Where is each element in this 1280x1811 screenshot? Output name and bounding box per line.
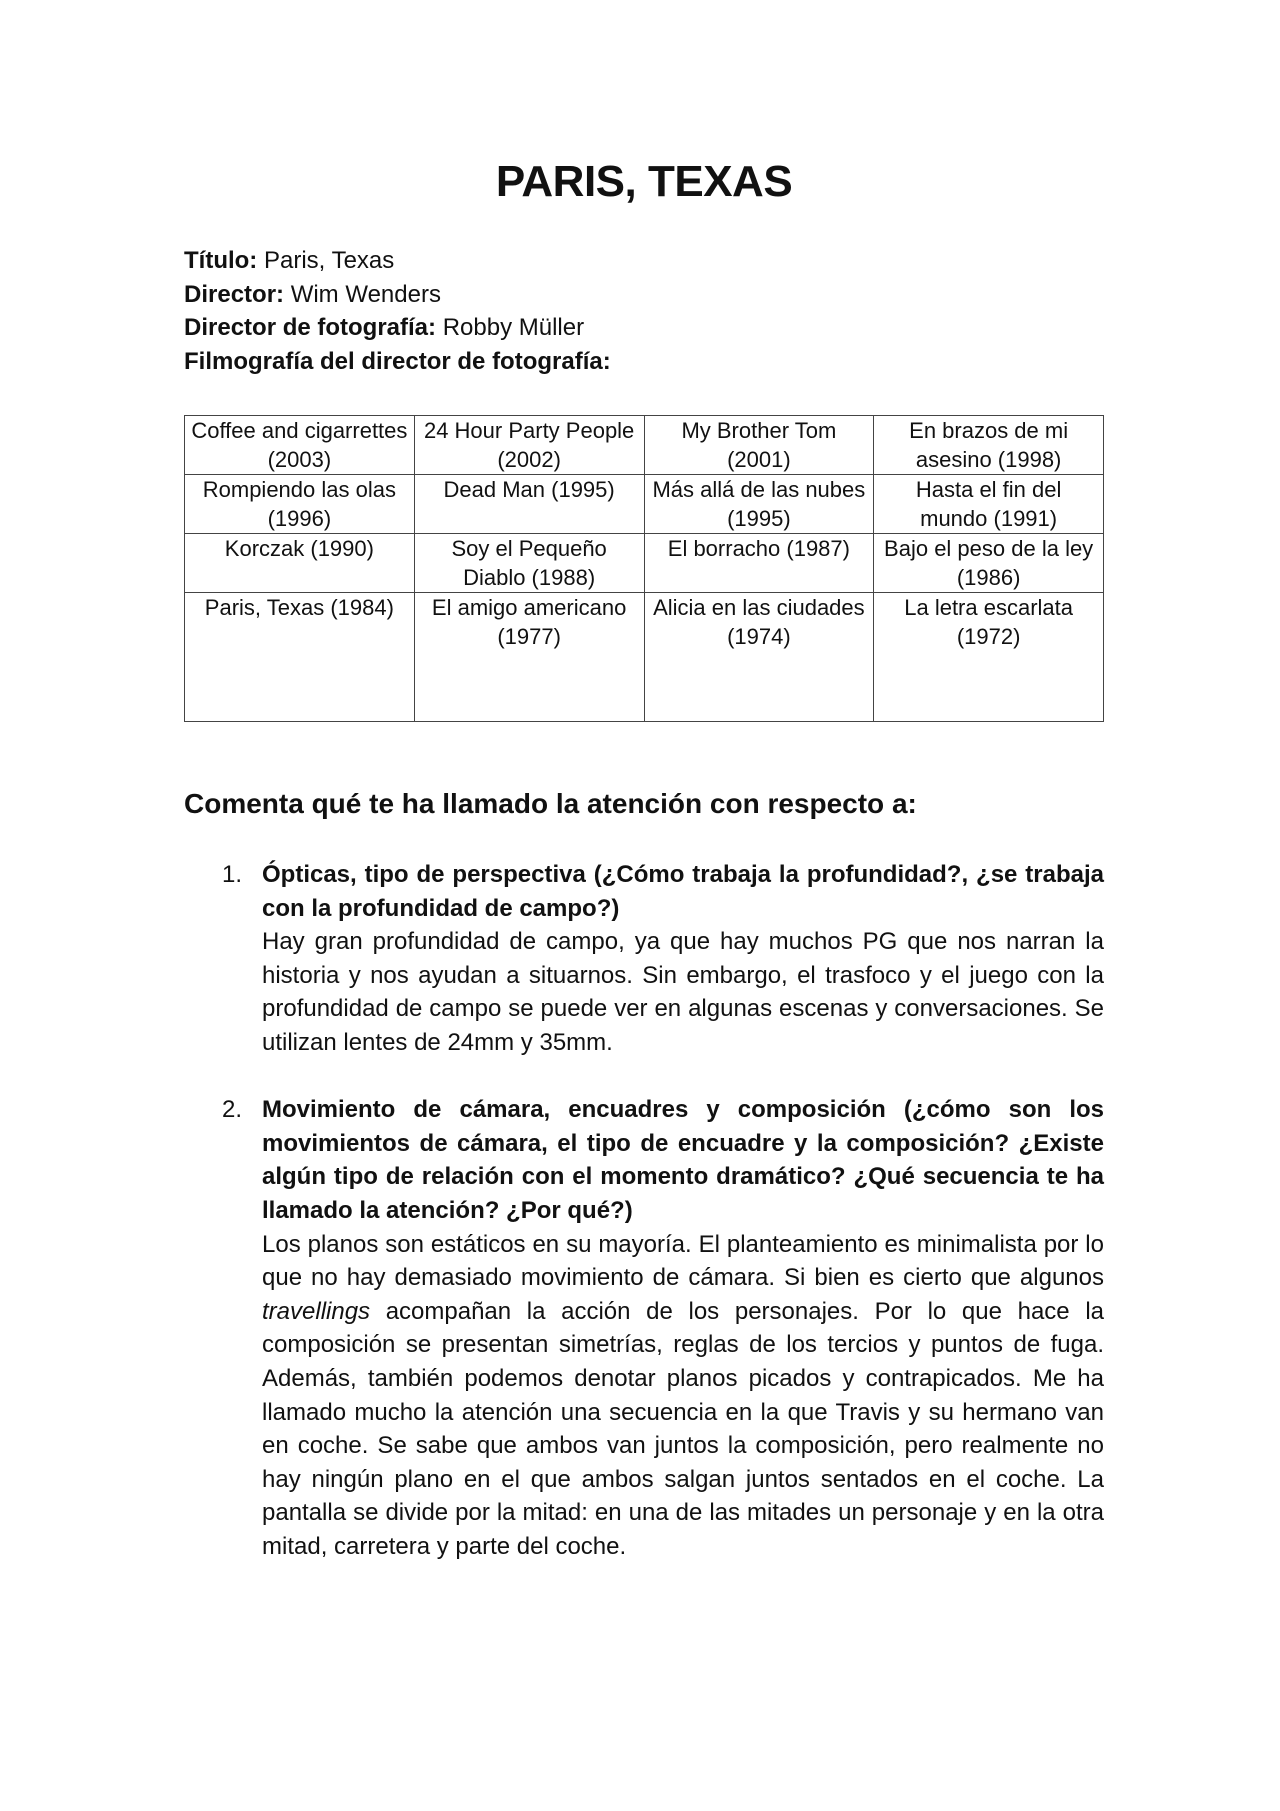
film-metadata — [184, 244, 1104, 378]
table-cell: Paris, Texas (1984) — [185, 593, 415, 722]
table-row — [185, 416, 1104, 475]
table-cell: La letra escarlata (1972) — [874, 593, 1104, 722]
meta-key: Director: — [184, 280, 285, 308]
table-cell: El amigo americano (1977) — [414, 593, 644, 722]
filmography-table — [184, 415, 1104, 722]
section-heading: Comenta qué te ha llamado la atención con respecto a: — [184, 788, 917, 819]
list-item — [184, 858, 1104, 1060]
question-text: Ópticas, tipo de perspectiva (¿Cómo trabaja la profundidad?, ¿se trabaja con la profundidad de campo?) — [262, 861, 1104, 922]
answer-part: acompañan la acción de los personajes. Por lo que hace la composición se presentan simetrías, reglas de los tercios y puntos de fuga. Además, también podemos denotar planos picados y contrapicados. Me ha llamado mucho la atención una secuencia en la que Travis y su hermano van en coche. Se sabe que ambos van juntos la composición, pero realmente no hay ningún plano en el que ambos salgan juntos sentados en el coche. La pantalla se divide por la mitad: en una de las mitades un personaje y en la otra mitad, carretera y parte del coche. — [262, 1297, 1104, 1560]
meta-cinematographer-line — [184, 311, 1104, 345]
answer-text — [262, 925, 1104, 1059]
table-row — [185, 475, 1104, 534]
answer-part: Los planos son estáticos en su mayoría. El planteamiento es minimalista por lo que no hay demasiado movimiento de cámara. Si bien es cierto que algunos — [262, 1230, 1104, 1292]
table-cell: My Brother Tom (2001) — [644, 416, 874, 475]
document-title: PARIS, TEXAS — [495, 157, 793, 206]
table-cell: Bajo el peso de la ley (1986) — [874, 534, 1104, 593]
meta-key: Filmografía del director de fotografía: — [184, 347, 611, 375]
meta-value: Wim Wenders — [284, 280, 441, 308]
table-cell: Rompiendo las olas (1996) — [185, 475, 415, 534]
question-text: Movimiento de cámara, encuadres y composición (¿cómo son los movimientos de cámara, el tipo de encuadre y la composición? ¿Existe algún tipo de relación con el momento dramático? ¿Qué secuencia te ha llamado la atención? ¿Por qué?) — [262, 1096, 1104, 1224]
question-list — [184, 858, 1104, 1597]
table-cell: Coffee and cigarrettes (2003) — [185, 416, 415, 475]
meta-key: Director de fotografía: — [184, 314, 437, 341]
list-item — [184, 1093, 1104, 1563]
meta-key: Título: — [184, 247, 258, 274]
list-number: 1. — [222, 861, 243, 888]
table-cell: Más allá de las nubes (1995) — [644, 475, 874, 534]
table-cell: En brazos de mi asesino (1998) — [874, 416, 1104, 475]
table-row — [185, 534, 1104, 593]
table-cell: Soy el Pequeño Diablo (1988) — [414, 534, 644, 593]
list-number: 2. — [222, 1096, 243, 1124]
answer-text — [262, 1228, 1104, 1564]
table-cell: 24 Hour Party People (2002) — [414, 416, 644, 475]
meta-title-line — [184, 244, 1104, 278]
meta-value: Paris, Texas — [257, 247, 395, 274]
table-cell: Alicia en las ciudades (1974) — [644, 593, 874, 722]
answer-emphasis: travellings — [262, 1297, 371, 1325]
meta-director-line — [184, 278, 1104, 312]
table-cell: Hasta el fin del mundo (1991) — [874, 475, 1104, 534]
answer-part: Hay gran profundidad de campo, ya que hay muchos PG que nos narran la historia y nos ayudan a situarnos. Sin embargo, el trasfoco y el juego con la profundidad de campo se puede ver en algunas escenas y conversaciones. Se utilizan lentes de 24mm y 35mm. — [262, 928, 1104, 1056]
table-cell: Dead Man (1995) — [414, 475, 644, 534]
meta-value: Robby Müller — [436, 314, 585, 341]
table-cell: Korczak (1990) — [185, 534, 415, 593]
meta-filmography-line — [184, 345, 1104, 379]
table-row — [185, 593, 1104, 722]
table-cell: El borracho (1987) — [644, 534, 874, 593]
